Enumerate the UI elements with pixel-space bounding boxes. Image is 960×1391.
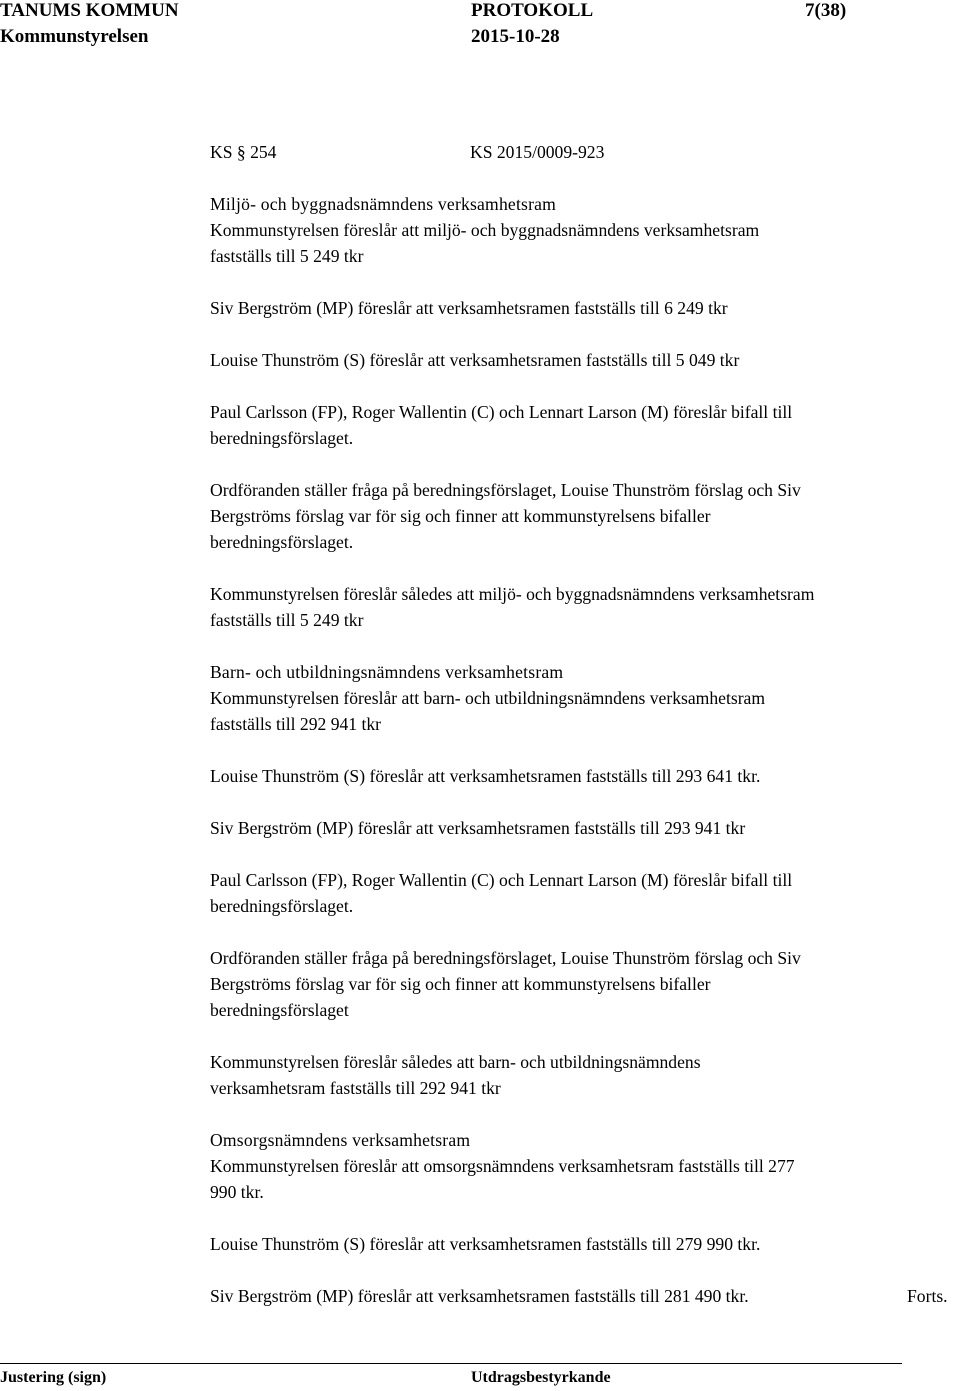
header-municipality: TANUMS KOMMUN (0, 0, 179, 21)
header-committee: Kommunstyrelsen (0, 26, 149, 47)
paragraph-line: Kommunstyrelsen föreslår att miljö- och byggnadsnämndens verksamhetsram (210, 220, 760, 240)
paragraph (210, 763, 960, 789)
paragraph-line: Paul Carlsson (FP), Roger Wallentin (C) och Lennart Larson (M) föreslår bifall till (210, 870, 793, 890)
paragraph-line: verksamhetsram fastställs till 292 941 tkr (210, 1078, 501, 1098)
paragraph (210, 399, 960, 451)
paragraph-heading: Miljö- och byggnadsnämndens verksamhetsram (210, 194, 557, 214)
header-meeting-date: 2015-10-28 (471, 26, 560, 47)
paragraph-line: fastställs till 292 941 tkr (210, 714, 382, 734)
paragraph-line: Kommunstyrelsen föreslår således att barn- och utbildningsnämndens (210, 1052, 701, 1072)
paragraph-line: Siv Bergström (MP) föreslår att verksamhetsramen fastställs till 293 941 tkr (210, 818, 746, 838)
paragraph (210, 1231, 960, 1257)
paragraph-line: Siv Bergström (MP) föreslår att verksamhetsramen fastställs till 6 249 tkr (210, 298, 728, 318)
paragraph-line: fastställs till 5 249 tkr (210, 610, 364, 630)
footer-signature-label: Justering (sign) (0, 1369, 107, 1386)
paragraph-line: Louise Thunström (S) föreslår att verksamhetsramen fastställs till 5 049 tkr (210, 350, 740, 370)
paragraph-heading: Barn- och utbildningsnämndens verksamhetsram (210, 662, 564, 682)
paragraph-line: Kommunstyrelsen föreslår således att miljö- och byggnadsnämndens verksamhetsram (210, 584, 815, 604)
paragraph (210, 295, 960, 321)
protocol-content (210, 139, 960, 1309)
footer-divider (0, 1363, 902, 1364)
paragraph-line: beredningsförslaget. (210, 532, 354, 552)
paragraph (210, 477, 960, 555)
paragraph-line: Ordföranden ställer fråga på beredningsförslaget, Louise Thunström förslag och Siv (210, 948, 801, 968)
paragraph-line: Bergströms förslag var för sig och finner att kommunstyrelsens bifaller (210, 974, 711, 994)
paragraph-line: Ordföranden ställer fråga på beredningsförslaget, Louise Thunström förslag och Siv (210, 480, 801, 500)
paragraph-line: Bergströms förslag var för sig och finner att kommunstyrelsens bifaller (210, 506, 711, 526)
paragraph (210, 945, 960, 1023)
paragraph-heading: Omsorgsnämndens verksamhetsram (210, 1130, 471, 1150)
case-reference (210, 139, 960, 165)
paragraph-line: beredningsförslaget (210, 1000, 349, 1020)
paragraph-line: Kommunstyrelsen föreslår att barn- och utbildningsnämndens verksamhetsram (210, 688, 766, 708)
paragraph-line: beredningsförslaget. (210, 896, 354, 916)
final-paragraph (210, 1283, 960, 1309)
paragraph (210, 1049, 960, 1101)
paragraph-line: fastställs till 5 249 tkr (210, 246, 364, 266)
paragraph (210, 867, 960, 919)
paragraph-line: Kommunstyrelsen föreslår att omsorgsnämndens verksamhetsram fastställs till 277 (210, 1156, 795, 1176)
paragraph-line: 990 tkr. (210, 1182, 264, 1202)
header-document-type: PROTOKOLL (471, 0, 594, 21)
paragraph (210, 347, 960, 373)
paragraph (210, 1127, 960, 1205)
paragraph (210, 581, 960, 633)
paragraph (210, 815, 960, 841)
header-page-number: 7(38) (805, 0, 847, 21)
paragraph (210, 191, 960, 269)
footer-certified-label: Utdragsbestyrkande (471, 1369, 611, 1386)
continued-marker: Forts. (907, 1286, 948, 1306)
paragraph-line: Louise Thunström (S) föreslår att verksamhetsramen fastställs till 279 990 tkr. (210, 1234, 761, 1254)
paragraph (210, 659, 960, 737)
paragraph-line: Louise Thunström (S) föreslår att verksamhetsramen fastställs till 293 641 tkr. (210, 766, 761, 786)
paragraph-line: Paul Carlsson (FP), Roger Wallentin (C) och Lennart Larson (M) föreslår bifall till (210, 402, 793, 422)
paragraph-line: beredningsförslaget. (210, 428, 354, 448)
paragraph-line: Siv Bergström (MP) föreslår att verksamhetsramen fastställs till 281 490 tkr. (210, 1286, 749, 1306)
case-number: KS 2015/0009-923 (470, 142, 605, 162)
case-section: KS § 254 (210, 142, 277, 162)
